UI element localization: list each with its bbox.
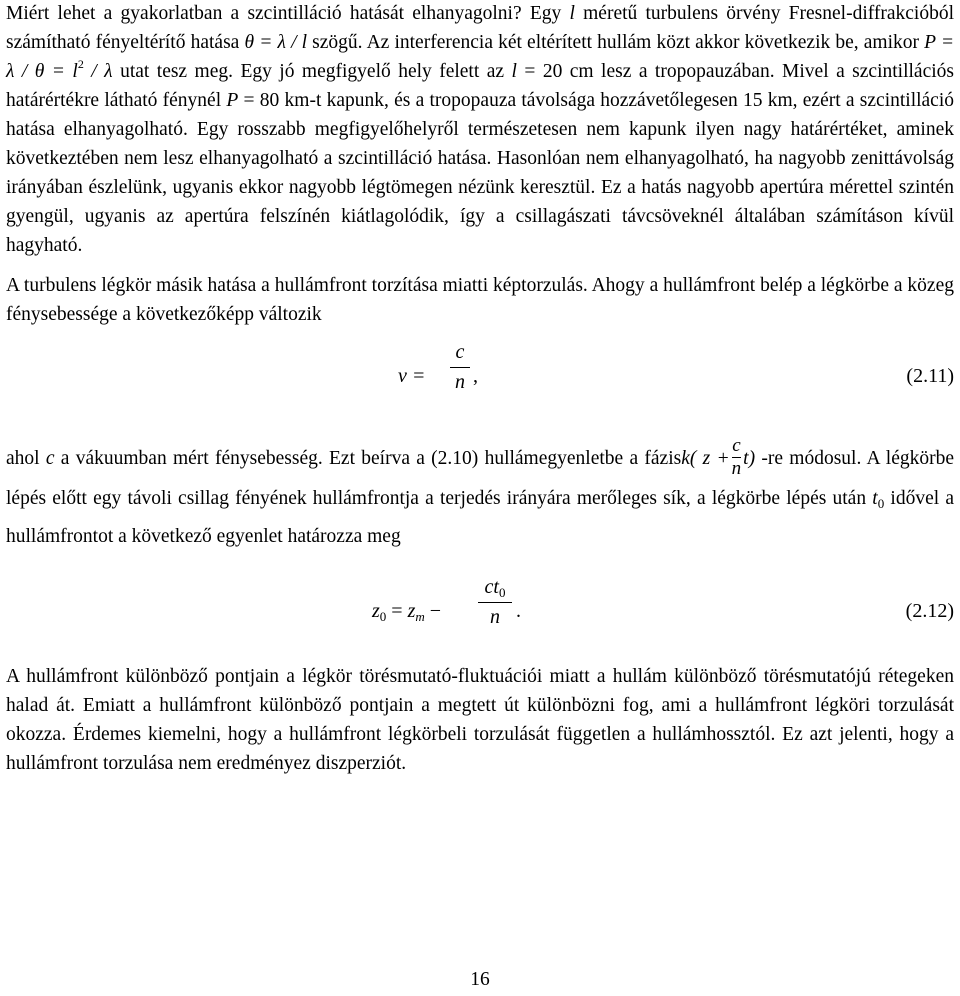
text-run: A turbulens légkör másik hatása a hullámfront torzítása miatti képtorzulás. Ahogy a hullámfront belép a légkörbe a közeg fénysebessége a következőképp változik [6,275,954,325]
math-var: P [226,90,239,111]
paragraph-wavefront-intro [6,271,954,329]
math-expression: θ = λ / l [244,32,308,53]
text-run: = 20 cm lesz a tropopauzában. Mivel a szcintillációs határértékre látható fénynél [6,61,954,111]
document-page [6,0,954,778]
equation-2-12: $z_0 = z_m$ − $ct_0$ n . (2.12) [372,576,954,628]
equation-lhs: v = [398,365,426,387]
page-number: 16 [470,969,490,990]
equation-lhs: $z_0 = z_m$ − [372,600,442,624]
text-run: méretű turbulens örvény Fresnel-diffrakcióból számítható fényeltérítő hatása [6,3,955,53]
equation-number: (2.11) [906,365,954,387]
text-run: szögű. Az interferencia két eltérített hullám közt akkor következik be, amikor [312,32,920,53]
math-var: l [569,3,575,24]
paragraph-scintillation [6,0,954,260]
text-run: A hullámfront különböző pontjain a légkör törésmutató-fluktuációi miatt a hullám különböző törésmutatójú rétegeken halad át. Emiatt a hullámfront különböző pontjain a megtett út különbözni fog, ami a hullámfront légköri torzulását okozza. Érdemes kiemelni, hogy a hullámfront légkörbeli torzulását független a hullámhossztól. Ez azt jelenti, hogy a hullámfront torzulása nem eredményez diszperziót. [6,666,954,774]
equation-fraction: $ct_0$ n [478,576,512,628]
paragraph-phase: ahol c a vákuumban mért fénysebesség. Ezt beírva a (2.10) hullámegyenletbe a fázisk( z + $\frac{c}{n}$ t) -re módosul. A légkörbe lépés előtt egy távoli csillag fényének hullámfrontja a terjedés irányára merőleges sík, a légkörbe lépés után $t_0$ idővel a hullámfrontot a következő egyenlet határozza meg [6,435,955,547]
text-run: utat tesz meg. Egy jó megfigyelő hely felett az [120,61,505,82]
equation-fraction: c n [450,341,470,393]
math-expression: $P = \lambda / \theta = l^2 / \lambda$ [6,32,955,82]
text-run: Miért lehet a gyakorlatban a szcintilláció hatását elhanyagolni? Egy [6,3,562,24]
text-run: = 80 km-t kapunk, és a tropopauza távolsága hozzávetőlegesen 15 km, ezért a szcintilláció hatása elhanyagolható. Egy rosszabb megfigyelőhelyről természetesen nem kapunk ilyen nagy határértéket, aminek következtében nem lesz elhanyagolható a szcintilláció hatása. Hasonlóan nem elhanyagolható, ha nagyobb zenittávolság irányában észlelünk, ugyanis ekkor nagyobb légtömegen nézünk keresztül. Ez a hatás nagyobb apertúra mérettel szintén gyengül, ugyanis az apertúra felszínén kiátlagolódik, így a csillagászati távcsöveknél általában számításon kívül hagyható. [6,90,955,256]
math-expression: k( z + $\frac{c}{n}$ t) [681,435,756,479]
equation-number: (2.12) [905,600,954,622]
math-var: $t_0$ [872,488,885,511]
equation-2-11: v = c n , (2.11) [398,341,954,393]
paragraph-distortion [6,662,954,778]
math-var: c [45,447,55,469]
math-var: l [511,61,517,82]
